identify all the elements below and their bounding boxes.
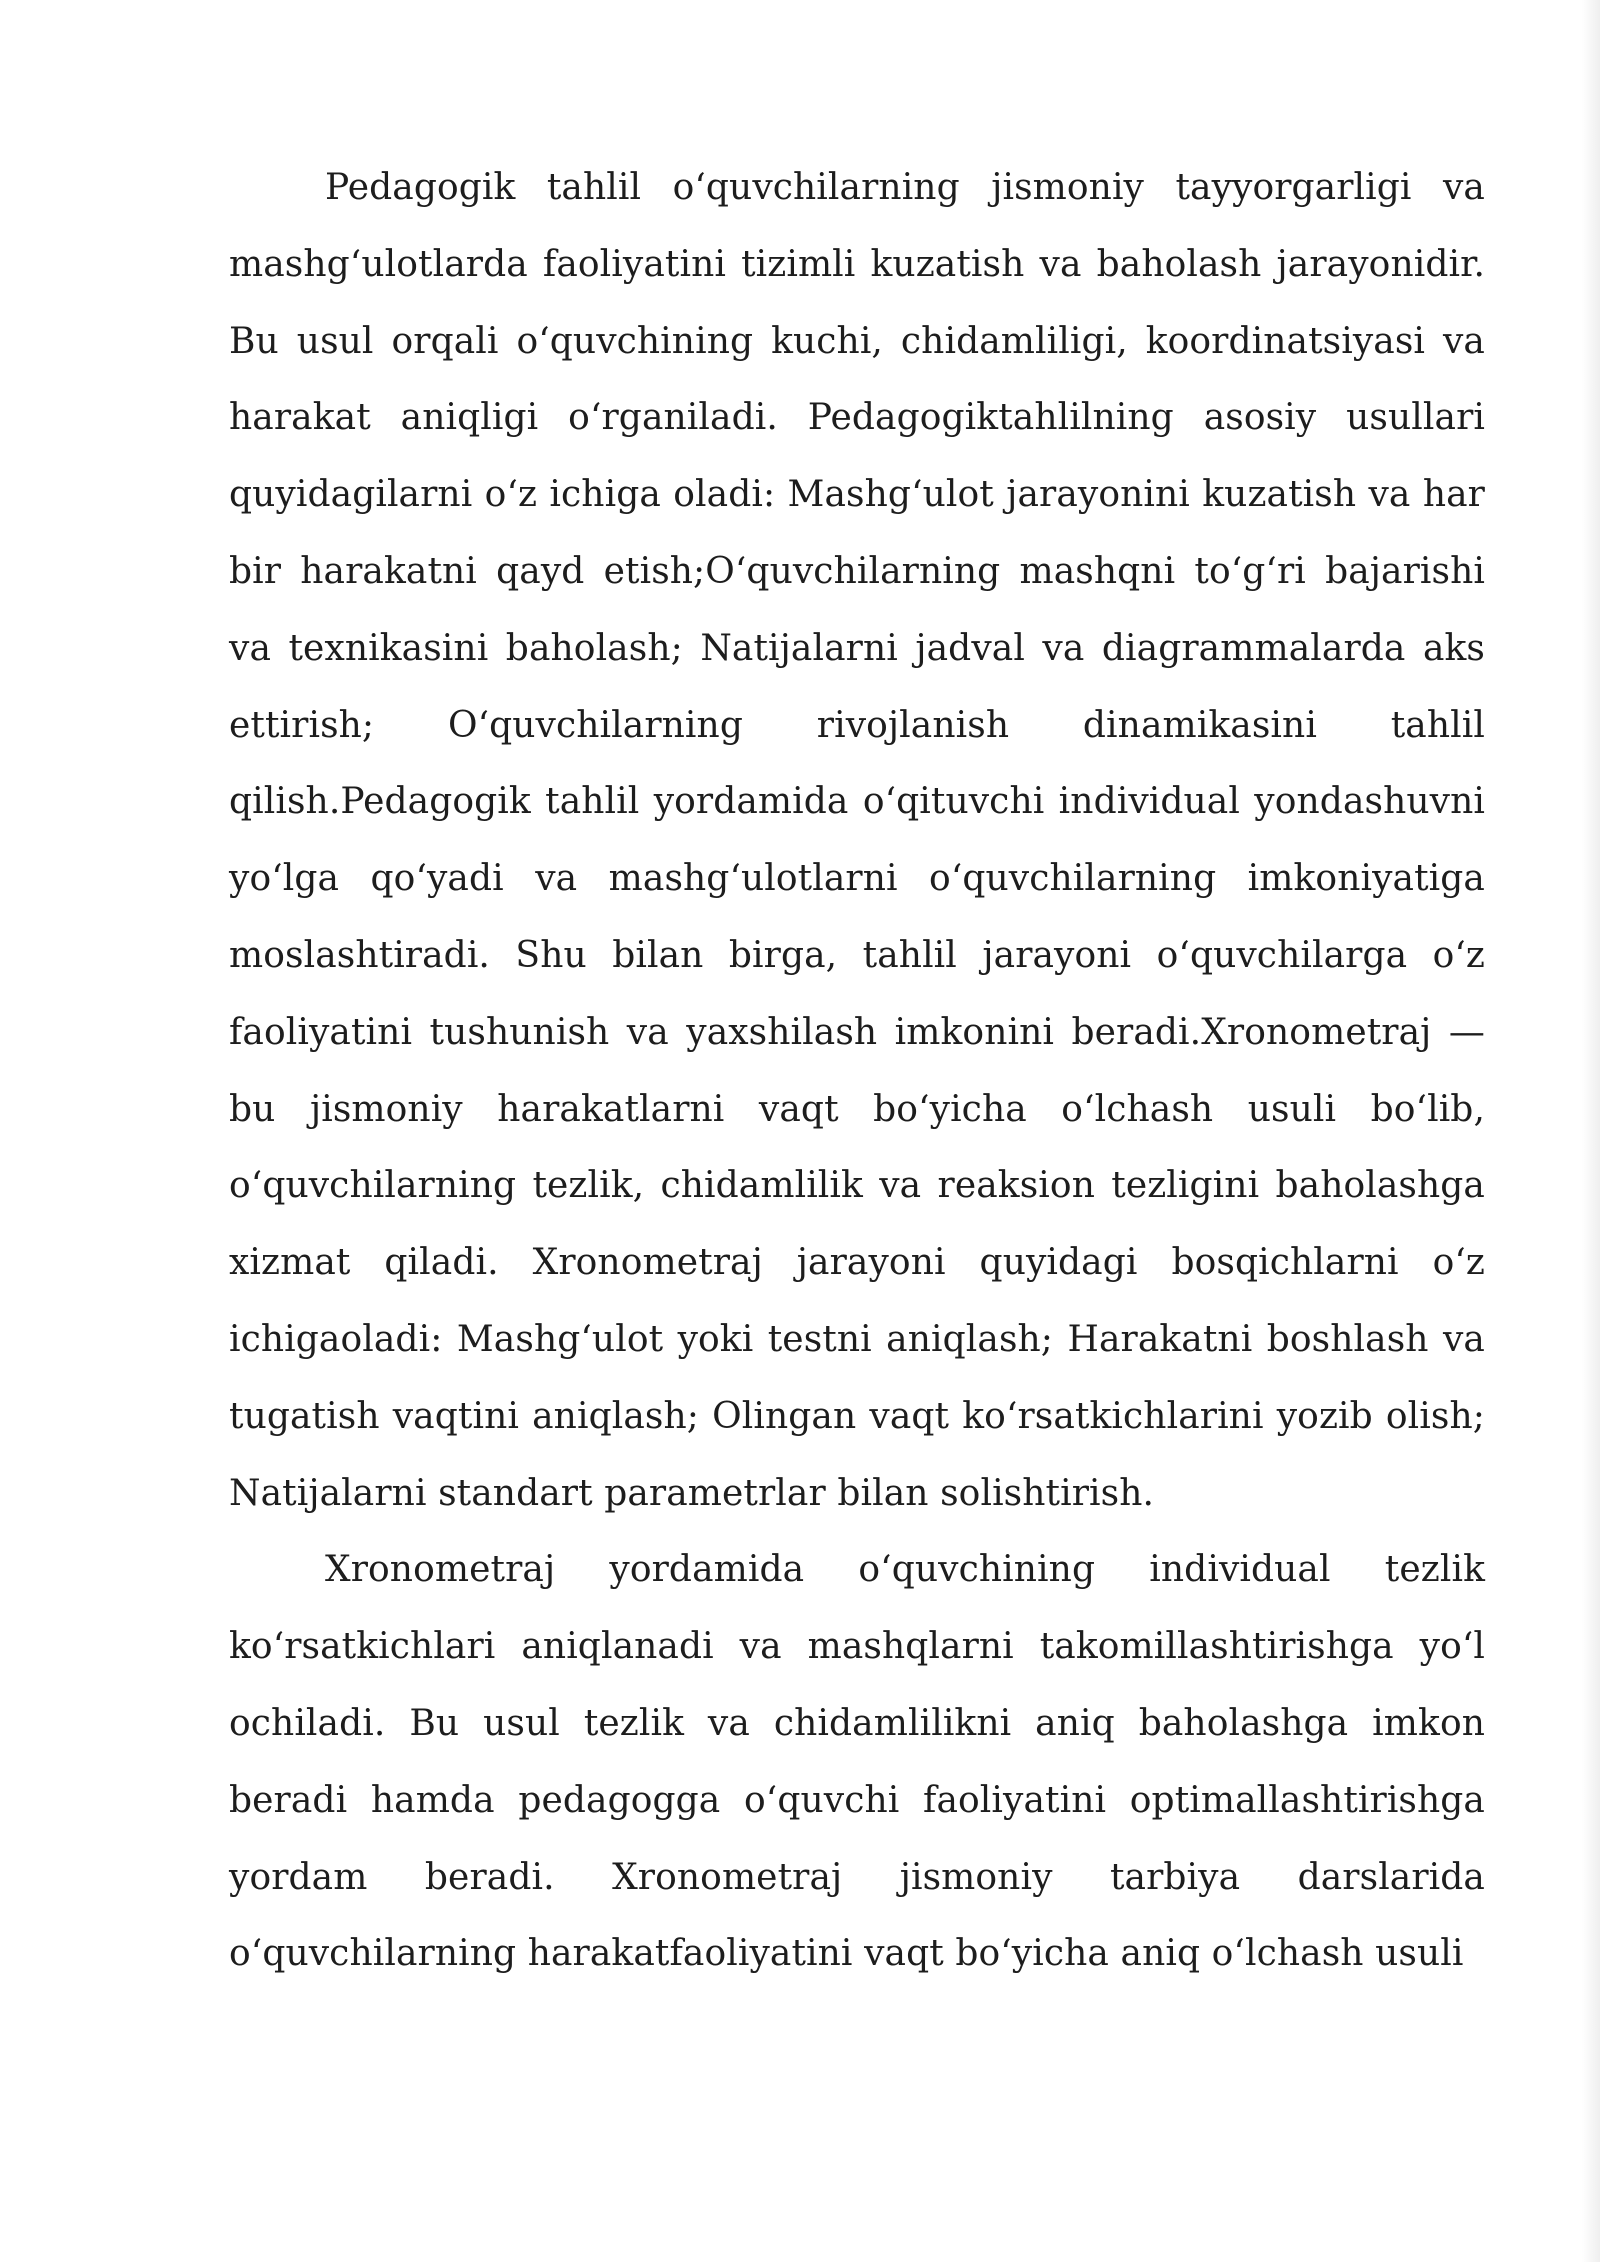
paragraph-1: Pedagogik tahlil o‘quvchilarning jismoniy tayyorgarligi va mashg‘ulotlarda faoliyatini tizimli kuzatish va baholash jarayonidir. Bu usul orqali o‘quvchining kuchi, chidamliligi, koordinatsiyasi va harakat aniqligi o‘rganiladi. Pedagogiktahlilning asosiy usullari quyidagilarni o‘z ichiga oladi: Mashg‘ulot jarayonini kuzatish va har bir harakatni qayd etish;O‘quvchilarning mashqni to‘g‘ri bajarishi va texnikasini baholash; Natijalarni jadval va diagrammalarda aks ettirish; O‘quvchilarning rivojlanish dinamikasini tahlil qilish.Pedagogik tahlil yordamida o‘qituvchi individual yondashuvni yo‘lga qo‘yadi va mashg‘ulotlarni o‘quvchilarning imkoniyatiga moslashtiradi. Shu bilan birga, tahlil jarayoni o‘quvchilarga o‘z faoliyatini tushunish va yaxshilash imkonini beradi.Xronometraj —bu jismoniy harakatlarni vaqt bo‘yicha o‘lchash usuli bo‘lib, o‘quvchilarning tezlik, chidamlilik va reaksion tezligini baholashga xizmat qiladi. Xronometraj jarayoni quyidagi bosqichlarni o‘z ichigaoladi: Mashg‘ulot yoki testni aniqlash; Harakatni boshlash va tugatish vaqtini aniqlash; Olingan vaqt ko‘rsatkichlarini yozib olish; Natijalarni standart parametrlar bilan solishtirish. <box>229 167 1485 1514</box>
page-edge-shadow <box>1582 0 1600 2262</box>
paragraph-2: Xronometraj yordamida o‘quvchining individual tezlik ko‘rsatkichlari aniqlanadi va mashqlarni takomillashtirishga yo‘l ochiladi. Bu usul tezlik va chidamlilikni aniq baholashga imkon beradi hamda pedagogga o‘quvchi faoliyatini optimallashtirishga yordam beradi. Xronometraj jismoniy tarbiya darslarida o‘quvchilarning harakatfaoliyatini vaqt bo‘yicha aniq o‘lchash usuli <box>229 1549 1485 1975</box>
body-text <box>229 150 1485 1993</box>
